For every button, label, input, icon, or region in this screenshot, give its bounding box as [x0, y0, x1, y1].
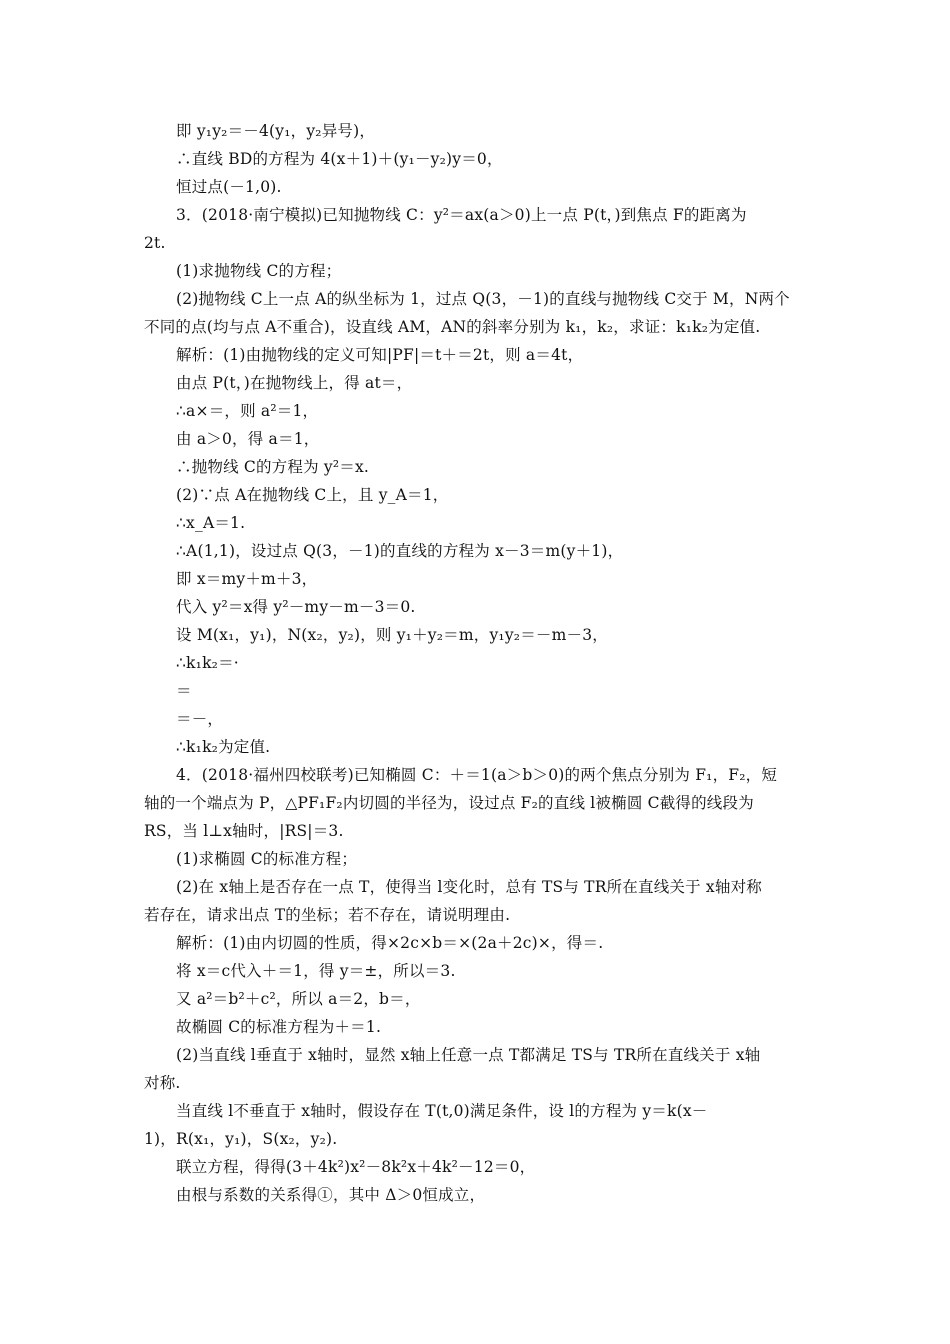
solution-3-line-13: ＝ — [176, 682, 192, 700]
problem-4-line-1: 4．(2018·福州四校联考)已知椭圆 C：＋＝1(a＞b＞0)的两个焦点分别为 F₁，F₂，短 — [176, 766, 778, 784]
solution-4-line-1: 解析：(1)由内切圆的性质，得×2c×b＝×(2a＋2c)×，得＝. — [176, 934, 604, 952]
solution-4-line-5: (2)当直线 l垂直于 x轴时，显然 x轴上任意一点 T都满足 TS与 TR所在直线关于 x轴 — [176, 1046, 761, 1064]
solution-3-line-10: 代入 y²＝x得 y²－my－m－3＝0. — [176, 598, 416, 616]
solution-3-line-11: 设 M(x₁，y₁)，N(x₂，y₂)，则 y₁＋y₂＝m，y₁y₂＝－m－3， — [176, 626, 608, 644]
solution-4-line-6: 对称. — [144, 1074, 181, 1092]
solution-4-line-9: 联立方程，得得(3＋4k²)x²－8k²x＋4k²－12＝0， — [176, 1158, 536, 1176]
text-line-3: 恒过点(－1,0). — [176, 178, 282, 196]
problem-3-part-1: (1)求抛物线 C的方程； — [176, 262, 342, 280]
solution-3-line-3: ∴a×＝，则 a²＝1， — [176, 402, 319, 420]
text-line-2: ∴直线 BD的方程为 4(x＋1)＋(y₁－y₂)y＝0， — [176, 150, 503, 168]
problem-4-line-2: 轴的一个端点为 P，△PF₁F₂内切圆的半径为，设过点 F₂的直线 l被椭圆 C截得的线段为 — [144, 794, 754, 812]
solution-3-line-4: 由 a＞0，得 a＝1， — [176, 430, 320, 448]
solution-3-line-8: ∴A(1,1)，设过点 Q(3，－1)的直线的方程为 x－3＝m(y＋1)， — [176, 542, 624, 560]
solution-4-line-2: 将 x＝c代入＋＝1，得 y＝±，所以＝3. — [176, 962, 456, 980]
problem-4-part-2-line-2: 若存在，请求出点 T的坐标；若不存在，请说明理由. — [144, 906, 511, 924]
text-line-1: 即 y₁y₂＝－4(y₁，y₂异号)， — [176, 122, 376, 140]
solution-4-line-10: 由根与系数的关系得①，其中 Δ＞0恒成立， — [176, 1186, 486, 1204]
solution-4-line-8: 1)，R(x₁，y₁)，S(x₂，y₂). — [144, 1130, 338, 1148]
solution-3-line-1: 解析：(1)由抛物线的定义可知|PF|＝t＋＝2t，则 a＝4t， — [176, 346, 584, 364]
solution-3-line-7: ∴x_A＝1. — [176, 514, 246, 532]
problem-4-part-1: (1)求椭圆 C的标准方程； — [176, 850, 358, 868]
problem-3-part-2-line-2: 不同的点(均与点 A不重合)，设直线 AM，AN的斜率分别为 k₁，k₂，求证：k₁k₂为定值. — [144, 318, 761, 336]
solution-3-line-2: 由点 P(t，)在抛物线上，得 at＝， — [176, 374, 413, 392]
solution-4-line-4: 故椭圆 C的标准方程为＋＝1. — [176, 1018, 382, 1036]
problem-3-line-2: 2t. — [144, 234, 166, 252]
solution-3-line-12: ∴k₁k₂＝· — [176, 654, 239, 672]
solution-4-line-3: 又 a²＝b²＋c²，所以 a＝2，b＝， — [176, 990, 421, 1008]
problem-3-line-1: 3．(2018·南宁模拟)已知抛物线 C：y²＝ax(a＞0)上一点 P(t，)到焦点 F的距离为 — [176, 206, 747, 224]
problem-4-line-3: RS，当 l⊥x轴时，|RS|＝3. — [144, 822, 344, 840]
solution-3-line-5: ∴抛物线 C的方程为 y²＝x. — [176, 458, 370, 476]
solution-4-line-7: 当直线 l不垂直于 x轴时，假设存在 T(t,0)满足条件，设 l的方程为 y＝k(x－ — [176, 1102, 708, 1120]
problem-4-part-2-line-1: (2)在 x轴上是否存在一点 T，使得当 l变化时，总有 TS与 TR所在直线关于 x轴对称 — [176, 878, 762, 896]
solution-3-line-9: 即 x＝my＋m＋3， — [176, 570, 318, 588]
solution-3-line-6: (2)∵点 A在抛物线 C上，且 y_A＝1， — [176, 486, 449, 504]
problem-3-part-2-line-1: (2)抛物线 C上一点 A的纵坐标为 1，过点 Q(3，－1)的直线与抛物线 C交于 M，N两个 — [176, 290, 790, 308]
solution-3-line-15: ∴k₁k₂为定值. — [176, 738, 271, 756]
solution-3-line-14: ＝－， — [176, 710, 224, 728]
